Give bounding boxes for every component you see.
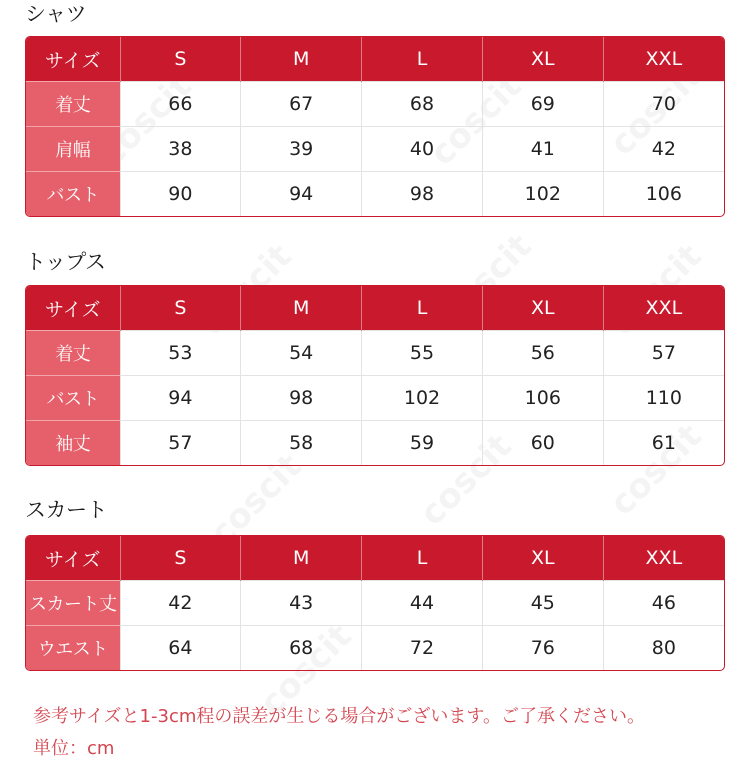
table-cell: 66 — [120, 82, 241, 127]
header-cell-xl: XL — [482, 536, 603, 581]
table-row — [26, 421, 724, 466]
table-cell: 55 — [362, 331, 483, 376]
unit-label: 単位：cm — [33, 738, 115, 759]
table-cell: 42 — [603, 127, 724, 172]
table-cell: 56 — [482, 331, 603, 376]
header-cell-l: L — [362, 286, 483, 331]
header-cell-l: L — [362, 536, 483, 581]
table-cell: 67 — [241, 82, 362, 127]
table-row — [26, 127, 724, 172]
shirt-section-title: シャツ — [25, 2, 87, 26]
table-cell: 70 — [603, 82, 724, 127]
header-cell-l: L — [362, 37, 483, 82]
header-cell-m: M — [241, 37, 362, 82]
table-cell: 106 — [482, 376, 603, 421]
table-header-row — [26, 286, 724, 331]
table-cell: 40 — [362, 127, 483, 172]
header-cell-xxl: XXL — [603, 536, 724, 581]
table-row — [26, 82, 724, 127]
table-cell: 43 — [241, 581, 362, 626]
row-label: バスト — [26, 376, 120, 421]
table-cell: 41 — [482, 127, 603, 172]
table-cell: 38 — [120, 127, 241, 172]
table-cell: 39 — [241, 127, 362, 172]
table-cell: 44 — [362, 581, 483, 626]
row-label: ウエスト — [26, 626, 120, 671]
table-cell: 76 — [482, 626, 603, 671]
table-cell: 102 — [482, 172, 603, 217]
table-cell: 102 — [362, 376, 483, 421]
header-cell-size: サイズ — [26, 536, 120, 581]
table-cell: 68 — [241, 626, 362, 671]
table-header-row — [26, 536, 724, 581]
header-cell-m: M — [241, 536, 362, 581]
size-disclaimer-note: 参考サイズと1-3cm程の誤差が生じる場合がございます。ご了承ください。 — [33, 706, 645, 727]
header-cell-s: S — [120, 286, 241, 331]
header-cell-size: サイズ — [26, 37, 120, 82]
tops-size-table — [25, 285, 725, 466]
table-cell: 68 — [362, 82, 483, 127]
skirt-size-table — [25, 535, 725, 671]
row-label: スカート丈 — [26, 581, 120, 626]
table-cell: 58 — [241, 421, 362, 466]
table-row — [26, 626, 724, 671]
table-cell: 90 — [120, 172, 241, 217]
tops-section-title: トップス — [25, 250, 106, 274]
table-cell: 61 — [603, 421, 724, 466]
table-cell: 106 — [603, 172, 724, 217]
table-header-row — [26, 37, 724, 82]
table-cell: 57 — [603, 331, 724, 376]
header-cell-xl: XL — [482, 286, 603, 331]
table-cell: 69 — [482, 82, 603, 127]
header-cell-xxl: XXL — [603, 286, 724, 331]
table-cell: 94 — [241, 172, 362, 217]
table-cell: 94 — [120, 376, 241, 421]
table-cell: 57 — [120, 421, 241, 466]
table-cell: 60 — [482, 421, 603, 466]
table-cell: 45 — [482, 581, 603, 626]
shirt-size-table — [25, 36, 725, 217]
table-cell: 59 — [362, 421, 483, 466]
table-row — [26, 172, 724, 217]
table-row — [26, 376, 724, 421]
row-label: 着丈 — [26, 82, 120, 127]
table-cell: 64 — [120, 626, 241, 671]
table-cell: 42 — [120, 581, 241, 626]
skirt-section-title: スカート — [25, 498, 107, 522]
header-cell-size: サイズ — [26, 286, 120, 331]
table-cell: 98 — [241, 376, 362, 421]
table-cell: 110 — [603, 376, 724, 421]
header-cell-m: M — [241, 286, 362, 331]
header-cell-xxl: XXL — [603, 37, 724, 82]
table-cell: 53 — [120, 331, 241, 376]
row-label: 着丈 — [26, 331, 120, 376]
header-cell-s: S — [120, 536, 241, 581]
row-label: バスト — [26, 172, 120, 217]
table-cell: 54 — [241, 331, 362, 376]
table-row — [26, 331, 724, 376]
header-cell-xl: XL — [482, 37, 603, 82]
header-cell-s: S — [120, 37, 241, 82]
table-cell: 80 — [603, 626, 724, 671]
table-cell: 98 — [362, 172, 483, 217]
table-cell: 46 — [603, 581, 724, 626]
row-label: 袖丈 — [26, 421, 120, 466]
table-row — [26, 581, 724, 626]
table-cell: 72 — [362, 626, 483, 671]
row-label: 肩幅 — [26, 127, 120, 172]
